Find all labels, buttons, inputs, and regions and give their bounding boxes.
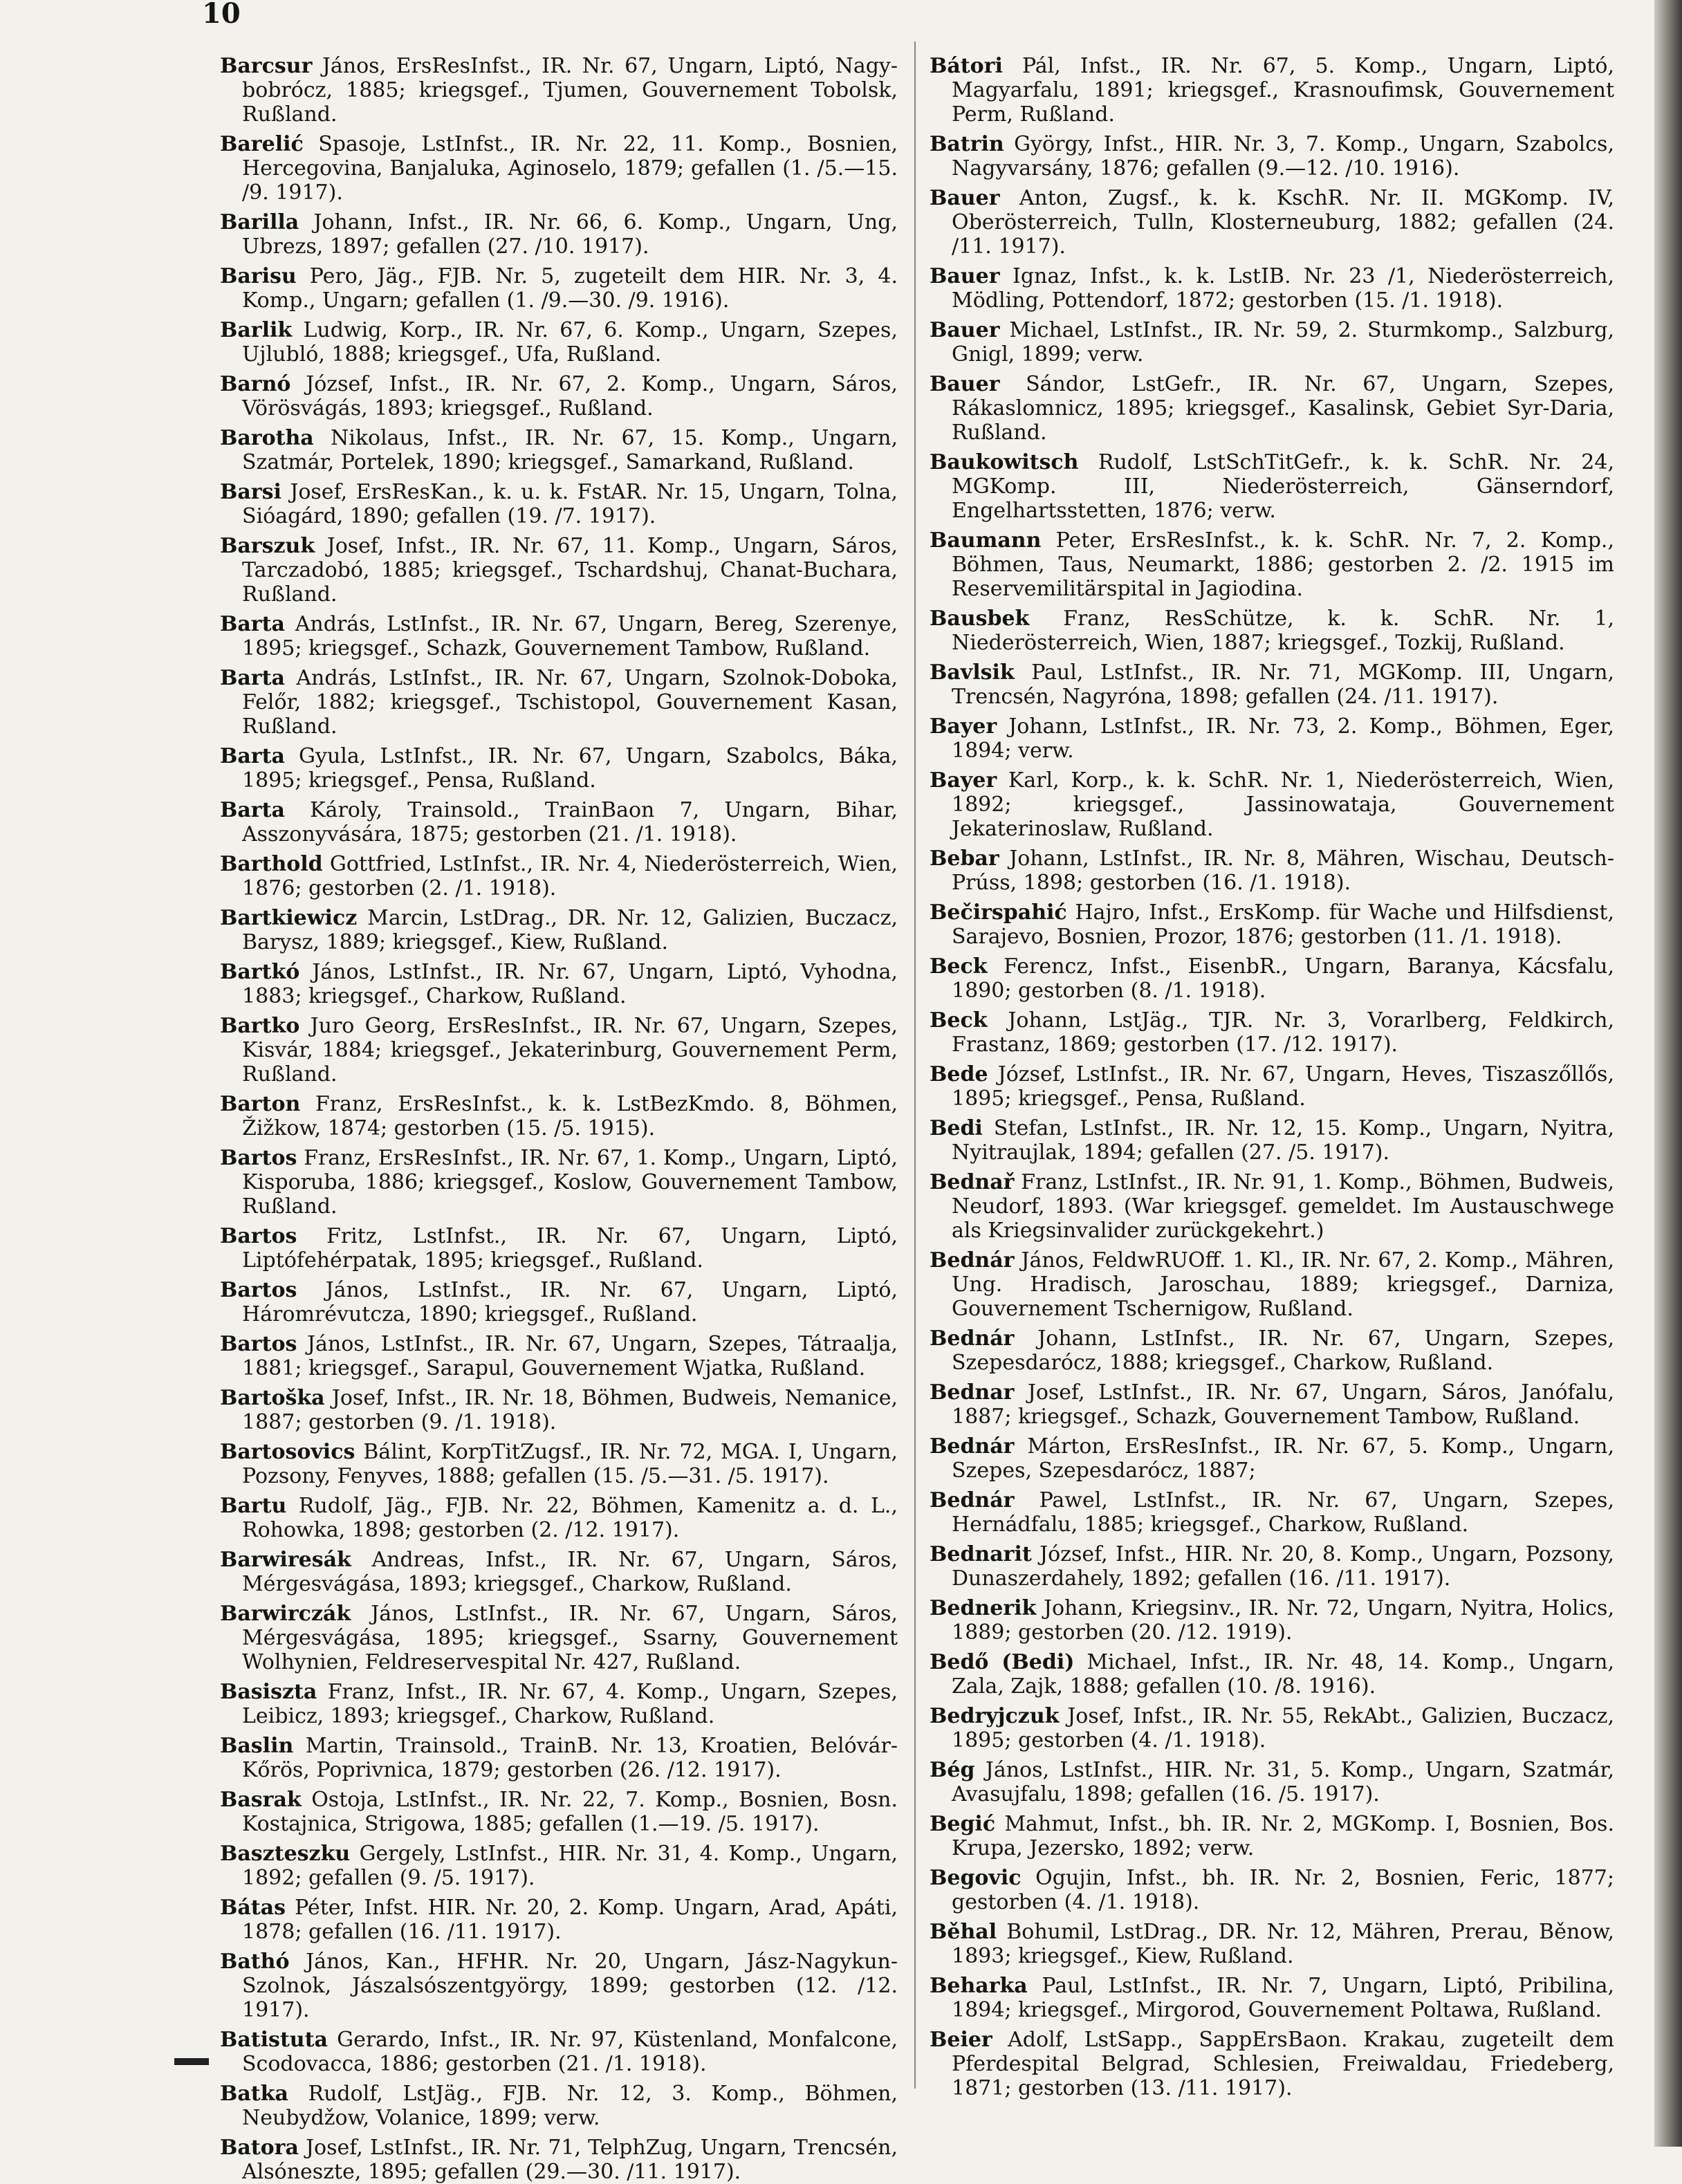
entry-details: Paul, LstInfst., IR. Nr. 7, Ungarn, Liptó, Pribilina, 1894; kriegsgef., Mirgorod, Gouvernement Poltawa, Rußland. [952, 1974, 1614, 2022]
casualty-entry [220, 1494, 898, 1542]
entry-details: Rudolf, LstJäg., FJB. Nr. 12, 3. Komp., Böhmen, Neubydžow, Volanice, 1899; verw. [242, 2082, 898, 2130]
entry-surname: Begić [930, 1812, 996, 1836]
casualty-entry [930, 132, 1614, 181]
entry-details: János, LstInfst., IR. Nr. 67, Ungarn, Liptó, Háromrévutcza, 1890; kriegsgef., Rußland. [242, 1278, 898, 1326]
entry-details: Pál, Infst., IR. Nr. 67, 5. Komp., Ungarn, Liptó, Magyarfalu, 1891; kriegsgef., Krasnoufimsk, Gouvernement Perm, Rußland. [952, 54, 1614, 127]
entry-surname: Bednár [930, 1248, 1015, 1273]
entry-details: Franz, Infst., IR. Nr. 67, 4. Komp., Ungarn, Szepes, Leibicz, 1893; kriegsgef., Charkow, Rußland. [242, 1680, 898, 1728]
entry-details: Johann, Infst., IR. Nr. 66, 6. Komp., Ungarn, Ung, Ubrezs, 1897; gefallen (27. /10. 1917). [242, 210, 898, 259]
casualty-entry [220, 1224, 898, 1273]
casualty-entry [220, 372, 898, 420]
entry-details: János, LstInfst., IR. Nr. 67, Ungarn, Szepes, Tátraalja, 1881; kriegsgef., Sarapul, Gouvernement Wjatka, Rußland. [242, 1332, 898, 1380]
casualty-entry [220, 210, 898, 259]
entry-details: Johann, LstJäg., TJR. Nr. 3, Vorarlberg, Feldkirch, Frastanz, 1869; gestorben (17. /12. 1917). [952, 1008, 1614, 1057]
casualty-entry [930, 1758, 1614, 1806]
casualty-entry [930, 186, 1614, 259]
entry-details: Josef, LstInfst., IR. Nr. 67, Ungarn, Sáros, Janófalu, 1887; kriegsgef., Schazk, Gouvernement Tambow, Rußland. [952, 1380, 1614, 1429]
casualty-entry [220, 666, 898, 739]
entry-surname: Bednár [930, 1488, 1015, 1512]
entry-surname: Bednař [930, 1170, 1015, 1194]
entry-surname: Barcsur [220, 54, 313, 78]
casualty-entry [220, 1734, 898, 1782]
casualty-entry [930, 318, 1614, 367]
casualty-entry [220, 2136, 898, 2184]
casualty-entry [220, 2028, 898, 2076]
entry-surname: Begovic [930, 1866, 1022, 1890]
casualty-entry [220, 1440, 898, 1488]
casualty-entry [220, 1014, 898, 1086]
right-column [930, 54, 1615, 2100]
casualty-entry [220, 852, 898, 900]
entry-surname: Barta [220, 666, 285, 690]
casualty-entry [220, 906, 898, 954]
entry-surname: Beck [930, 1008, 988, 1033]
entry-details: András, LstInfst., IR. Nr. 67, Ungarn, Szolnok-Doboka, Felőr, 1882; kriegsgef., Tschistopol, Gouvernement Kasan, Rußland. [242, 666, 898, 739]
entry-surname: Bedi [930, 1116, 983, 1140]
entry-details: Spasoje, LstInfst., IR. Nr. 22, 11. Komp., Bosnien, Hercegovina, Banjaluka, Aginoselo, 1879; gefallen (1. /5.—15. /9. 1917). [242, 132, 898, 205]
entry-details: Márton, ErsResInfst., IR. Nr. 67, 5. Komp., Ungarn, Szepes, Szepesdarócz, 1887; [952, 1434, 1614, 1483]
entry-surname: Batora [220, 2136, 299, 2160]
entry-surname: Běhal [930, 1920, 997, 1944]
casualty-entry [930, 1596, 1614, 1645]
entry-surname: Baslin [220, 1734, 294, 1758]
casualty-entry [220, 2082, 898, 2130]
entry-surname: Barnó [220, 372, 291, 396]
entry-surname: Batrin [930, 132, 1004, 156]
entry-details: Fritz, LstInfst., IR. Nr. 67, Ungarn, Liptó, Liptófehérpatak, 1895; kriegsgef., Rußland. [242, 1224, 898, 1273]
column-divider [914, 41, 916, 2089]
casualty-entry [220, 1950, 898, 2022]
entry-details: Michael, LstInfst., IR. Nr. 59, 2. Sturmkomp., Salzburg, Gnigl, 1899; verw. [952, 318, 1614, 367]
casualty-entry [220, 534, 898, 607]
entry-details: József, LstInfst., IR. Nr. 67, Ungarn, Heves, Tiszaszőllős, 1895; kriegsgef., Pensa, Rußland. [952, 1062, 1614, 1111]
entry-surname: Bauer [930, 264, 1000, 288]
casualty-entry [220, 1278, 898, 1326]
casualty-entry [930, 1866, 1614, 1914]
entry-surname: Bég [930, 1758, 975, 1782]
casualty-entry [220, 264, 898, 313]
entry-surname: Bedő (Bedi) [930, 1650, 1075, 1674]
casualty-entry [930, 1920, 1614, 1968]
casualty-entry [930, 2028, 1614, 2100]
casualty-entry [220, 744, 898, 793]
entry-details: Andreas, Infst., IR. Nr. 67, Ungarn, Sáros, Mérgesvágása, 1893; kriegsgef., Charkow, Rußland. [242, 1548, 898, 1596]
ink-mark [174, 2058, 209, 2065]
entry-details: Pawel, LstInfst., IR. Nr. 67, Ungarn, Szepes, Hernádfalu, 1885; kriegsgef., Charkow, Rußland. [952, 1488, 1614, 1537]
casualty-entry [930, 1248, 1614, 1321]
entry-surname: Bartko [220, 1014, 300, 1038]
entry-surname: Bátas [220, 1896, 286, 1920]
entry-surname: Barisu [220, 264, 297, 288]
casualty-entry [930, 1326, 1614, 1375]
casualty-entry [930, 954, 1614, 1003]
entry-details: Bohumil, LstDrag., DR. Nr. 12, Mähren, Prerau, Běnow, 1893; kriegsgef., Kiew, Rußland. [952, 1920, 1614, 1968]
entry-details: Mahmut, Infst., bh. IR. Nr. 2, MGKomp. I, Bosnien, Bos. Krupa, Jezersko, 1892; verw. [952, 1812, 1614, 1860]
casualty-entry [220, 1602, 898, 1674]
entry-details: Paul, LstInfst., IR. Nr. 71, MGKomp. III, Ungarn, Trencsén, Nagyróna, 1898; gefallen (24. /11. 1917). [952, 660, 1614, 709]
entry-details: Martin, Trainsold., TrainB. Nr. 13, Kroatien, Belóvár-Kőrös, Poprivnica, 1879; gestorben (26. /12. 1917). [242, 1734, 898, 1782]
entry-surname: Barsi [220, 480, 281, 504]
casualty-entry [930, 54, 1614, 127]
entry-surname: Baukowitsch [930, 450, 1079, 474]
entry-details: József, Infst., IR. Nr. 67, 2. Komp., Ungarn, Sáros, Vörösvágás, 1893; kriegsgef., Rußland. [242, 372, 898, 420]
casualty-entry [220, 318, 898, 367]
entry-surname: Barta [220, 612, 285, 636]
casualty-entry [930, 900, 1614, 949]
casualty-entry [930, 1812, 1614, 1860]
entry-details: Rudolf, Jäg., FJB. Nr. 22, Böhmen, Kamenitz a. d. L., Rohowka, 1898; gestorben (2. /12. 1917). [242, 1494, 898, 1542]
entry-details: Hajro, Infst., ErsKomp. für Wache und Hilfsdienst, Sarajevo, Bosnien, Prozor, 1876; gestorben (11. /1. 1918). [952, 900, 1615, 949]
entry-details: Adolf, LstSapp., SappErsBaon. Krakau, zugeteilt dem Pferdespital Belgrad, Schlesien, Freiwaldau, Friedeberg, 1871; gestorben (13. /11. 1917). [952, 2028, 1614, 2100]
casualty-entry [220, 480, 898, 528]
entry-surname: Barilla [220, 210, 299, 234]
entry-details: Ogujin, Infst., bh. IR. Nr. 2, Bosnien, Feric, 1877; gestorben (4. /1. 1918). [952, 1866, 1614, 1914]
casualty-entry [930, 264, 1614, 313]
casualty-entry [930, 1974, 1614, 2022]
entry-surname: Bednár [930, 1434, 1015, 1459]
casualty-entry [930, 846, 1614, 895]
casualty-entry [930, 1380, 1614, 1429]
entry-surname: Bartosovics [220, 1440, 355, 1464]
entry-details: Johann, LstInfst., IR. Nr. 8, Mähren, Wischau, Deutsch-Prúss, 1898; gestorben (16. /1. 1918). [952, 846, 1614, 895]
entry-surname: Beier [930, 2028, 992, 2052]
entry-surname: Beck [930, 954, 988, 979]
entry-surname: Bartkiewicz [220, 906, 358, 930]
entry-details: János, ErsResInfst., IR. Nr. 67, Ungarn, Liptó, Nagy-bobrócz, 1885; kriegsgef., Tjumen, Gouvernement Tobolsk, Rußland. [242, 54, 898, 127]
entry-surname: Beharka [930, 1974, 1028, 1998]
entry-surname: Bauer [930, 186, 1000, 210]
casualty-entry [930, 1488, 1614, 1537]
entry-details: Juro Georg, ErsResInfst., IR. Nr. 67, Ungarn, Szepes, Kisvár, 1884; kriegsgef., Jekaterinburg, Gouvernement Perm, Rußland. [242, 1014, 898, 1086]
casualty-entry [220, 1896, 898, 1944]
entry-surname: Bartoška [220, 1386, 325, 1410]
entry-surname: Bayer [930, 768, 997, 793]
casualty-entry [220, 1386, 898, 1434]
casualty-entry [930, 372, 1614, 445]
entry-surname: Barotha [220, 426, 314, 450]
entry-surname: Bavlsik [930, 660, 1015, 685]
casualty-entry [930, 1008, 1614, 1057]
entry-details: Karl, Korp., k. k. SchR. Nr. 1, Niederösterreich, Wien, 1892; kriegsgef., Jassinowataja, Gouvernement Jekaterinoslaw, Rußland. [952, 768, 1614, 841]
entry-surname: Bartkó [220, 960, 300, 984]
casualty-entry [220, 960, 898, 1008]
entry-details: Josef, LstInfst., IR. Nr. 71, TelphZug, Ungarn, Trencsén, Alsóneszte, 1895; gefallen (29.—30. /11. 1917). [242, 2136, 898, 2184]
entry-surname: Batistuta [220, 2028, 328, 2052]
entry-surname: Barlik [220, 318, 293, 342]
entry-surname: Bathó [220, 1950, 290, 1974]
casualty-entry [930, 528, 1614, 601]
page-number: 10 [202, 0, 241, 30]
entry-details: János, LstInfst., IR. Nr. 67, Ungarn, Sáros, Mérgesvágása, 1895; kriegsgef., Ssarny, Gouvernement Wolhynien, Feldreservespital Nr. 427, Rußland. [242, 1602, 898, 1674]
casualty-entry [930, 1434, 1614, 1483]
casualty-entry [220, 1092, 898, 1140]
casualty-entry [930, 1116, 1614, 1165]
casualty-entry [220, 1680, 898, 1728]
casualty-entry [220, 1332, 898, 1380]
entry-details: Johann, LstInfst., IR. Nr. 67, Ungarn, Szepes, Szepesdarócz, 1888; kriegsgef., Charkow, Rußland. [952, 1326, 1614, 1375]
casualty-entry [930, 1542, 1614, 1591]
casualty-entry [930, 607, 1614, 655]
entry-surname: Bartos [220, 1146, 297, 1170]
entry-surname: Bečirspahić [930, 900, 1067, 925]
entry-details: Ferencz, Infst., EisenbR., Ungarn, Baranya, Kácsfalu, 1890; gestorben (8. /1. 1918). [952, 954, 1614, 1003]
casualty-entry [930, 660, 1614, 709]
entry-surname: Barwirczák [220, 1602, 351, 1626]
entry-details: János, LstInfst., IR. Nr. 67, Ungarn, Liptó, Vyhodna, 1883; kriegsgef., Charkow, Rußland. [242, 960, 898, 1008]
casualty-entry [930, 1704, 1614, 1752]
entry-details: Josef, ErsResKan., k. u. k. FstAR. Nr. 15, Ungarn, Tolna, Sióagárd, 1890; gefallen (19. /7. 1917). [242, 480, 898, 528]
entry-details: Johann, Kriegsinv., IR. Nr. 72, Ungarn, Nyitra, Holics, 1889; gestorben (20. /12. 1919). [952, 1596, 1614, 1645]
entry-surname: Bednerik [930, 1596, 1037, 1620]
entry-surname: Bausbek [930, 607, 1030, 631]
casualty-entry [930, 450, 1614, 523]
entry-surname: Bartos [220, 1332, 297, 1356]
entry-surname: Barton [220, 1092, 301, 1116]
entry-details: János, LstInfst., HIR. Nr. 31, 5. Komp., Ungarn, Szatmár, Avasujfalu, 1898; gefallen (16. /5. 1917). [952, 1758, 1614, 1806]
entry-details: Ostoja, LstInfst., IR. Nr. 22, 7. Komp., Bosnien, Bosn. Kostajnica, Strigowa, 1885; gefallen (1.—19. /5. 1917). [242, 1788, 898, 1836]
entry-surname: Barwiresák [220, 1548, 351, 1572]
casualty-entry [930, 714, 1614, 763]
entry-details: Josef, Infst., IR. Nr. 55, RekAbt., Galizien, Buczacz, 1895; gestorben (4. /1. 1918). [952, 1704, 1614, 1752]
entry-details: Peter, ErsResInfst., k. k. SchR. Nr. 7, 2. Komp., Böhmen, Taus, Neumarkt, 1886; gestorben 2. /2. 1915 im Reservemilitärspital in Jagiodina. [952, 528, 1615, 601]
entry-surname: Barta [220, 744, 285, 768]
entry-details: Franz, ErsResInfst., k. k. LstBezKmdo. 8, Böhmen, Žižkow, 1874; gestorben (15. /5. 1915). [242, 1092, 898, 1140]
entry-surname: Baszteszku [220, 1842, 351, 1866]
entry-details: Marcin, LstDrag., DR. Nr. 12, Galizien, Buczacz, Barysz, 1889; kriegsgef., Kiew, Rußland. [242, 906, 898, 954]
entry-surname: Bartu [220, 1494, 287, 1518]
entry-details: József, Infst., HIR. Nr. 20, 8. Komp., Ungarn, Pozsony, Dunaszerdahely, 1892; gefallen (16. /11. 1917). [952, 1542, 1614, 1591]
entry-surname: Barelić [220, 132, 304, 156]
entry-details: Franz, ResSchütze, k. k. SchR. Nr. 1, Niederösterreich, Wien, 1887; kriegsgef., Tozkij, Rußland. [952, 607, 1614, 655]
entry-surname: Bartos [220, 1224, 297, 1248]
entry-surname: Bartos [220, 1278, 297, 1302]
casualty-entry [220, 798, 898, 846]
casualty-entry [930, 1170, 1614, 1243]
entry-surname: Barthold [220, 852, 323, 876]
entry-details: Gottfried, LstInfst., IR. Nr. 4, Niederösterreich, Wien, 1876; gestorben (2. /1. 1918). [242, 852, 898, 900]
casualty-entry [930, 768, 1614, 841]
entry-details: Anton, Zugsf., k. k. KschR. Nr. II. MGKomp. IV, Oberösterreich, Tulln, Klosterneuburg, 1882; gefallen (24. /11. 1917). [952, 186, 1614, 259]
entry-surname: Baumann [930, 528, 1042, 553]
entry-details: Franz, ErsResInfst., IR. Nr. 67, 1. Komp., Ungarn, Liptó, Kisporuba, 1886; kriegsgef., Koslow, Gouvernement Tambow, Rußland. [242, 1146, 898, 1219]
casualty-entry [220, 612, 898, 660]
entry-details: Károly, Trainsold., TrainBaon 7, Ungarn, Bihar, Asszonyvására, 1875; gestorben (21. /1. 1918). [242, 798, 898, 846]
entry-details: Nikolaus, Infst., IR. Nr. 67, 15. Komp., Ungarn, Szatmár, Portelek, 1890; kriegsgef., Samarkand, Rußland. [242, 426, 898, 474]
entry-details: Gyula, LstInfst., IR. Nr. 67, Ungarn, Szabolcs, Báka, 1895; kriegsgef., Pensa, Rußland. [242, 744, 898, 793]
entry-surname: Bednár [930, 1326, 1015, 1351]
entry-details: Ludwig, Korp., IR. Nr. 67, 6. Komp., Ungarn, Szepes, Ujlubló, 1888; kriegsgef., Ufa, Rußland. [242, 318, 898, 367]
entry-details: Pero, Jäg., FJB. Nr. 5, zugeteilt dem HIR. Nr. 3, 4. Komp., Ungarn; gefallen (1. /9.—30. /9. 1916). [242, 264, 898, 313]
casualty-entry [220, 132, 898, 205]
entry-details: Péter, Infst. HIR. Nr. 20, 2. Komp. Ungarn, Arad, Apáti, 1878; gefallen (16. /11. 1917). [242, 1896, 898, 1944]
entry-surname: Bede [930, 1062, 988, 1086]
entry-details: Stefan, LstInfst., IR. Nr. 12, 15. Komp., Ungarn, Nyitra, Nyitraujlak, 1894; gefallen (27. /5. 1917). [952, 1116, 1614, 1165]
entry-details: Gerardo, Infst., IR. Nr. 97, Küstenland, Monfalcone, Scodovacca, 1886; gestorben (21. /1. 1918). [242, 2028, 898, 2076]
entry-surname: Bebar [930, 846, 999, 871]
entry-details: Gergely, LstInfst., HIR. Nr. 31, 4. Komp., Ungarn, 1892; gefallen (9. /5. 1917). [242, 1842, 898, 1890]
entry-details: Sándor, LstGefr., IR. Nr. 67, Ungarn, Szepes, Rákaslomnicz, 1895; kriegsgef., Kasalinsk, Gebiet Syr-Daria, Rußland. [952, 372, 1615, 445]
entry-surname: Bednar [930, 1380, 1015, 1405]
entry-details: Rudolf, LstSchTitGefr., k. k. SchR. Nr. 24, MGKomp. III, Niederösterreich, Gänserndorf, Engelhartsstetten, 1876; verw. [952, 450, 1614, 523]
casualty-entry [930, 1062, 1614, 1111]
casualty-entry [220, 1788, 898, 1836]
casualty-entry [220, 1146, 898, 1219]
left-column [220, 54, 898, 2184]
entry-details: Michael, Infst., IR. Nr. 48, 14. Komp., Ungarn, Zala, Zajk, 1888; gefallen (10. /8. 1916). [952, 1650, 1614, 1699]
entry-surname: Basiszta [220, 1680, 317, 1704]
entry-surname: Bátori [930, 54, 1003, 78]
entry-surname: Batka [220, 2082, 288, 2106]
entry-details: Josef, Infst., IR. Nr. 18, Böhmen, Budweis, Nemanice, 1887; gestorben (9. /1. 1918). [242, 1386, 898, 1434]
casualty-entry [220, 426, 898, 474]
casualty-entry [930, 1650, 1614, 1699]
entry-details: János, FeldwRUOff. 1. Kl., IR. Nr. 67, 2. Komp., Mähren, Ung. Hradisch, Jaroschau, 1889; kriegsgef., Darniza, Gouvernement Tschernigow, Rußland. [952, 1248, 1614, 1321]
entry-surname: Barta [220, 798, 285, 822]
entry-surname: Bedryjczuk [930, 1704, 1060, 1728]
entry-details: Franz, LstInfst., IR. Nr. 91, 1. Komp., Böhmen, Budweis, Neudorf, 1893. (War kriegsgef. gemeldet. Im Austauschwege als Kriegsinvalider zurückgekehrt.) [952, 1170, 1614, 1243]
casualty-entry [220, 1842, 898, 1890]
entry-surname: Barszuk [220, 534, 315, 558]
entry-details: Josef, Infst., IR. Nr. 67, 11. Komp., Ungarn, Sáros, Tarczadobó, 1885; kriegsgef., Tschardshuj, Chanat-Buchara, Rußland. [242, 534, 898, 607]
entry-details: János, Kan., HFHR. Nr. 20, Ungarn, Jász-Nagykun-Szolnok, Jászalsószentgyörgy, 1899; gestorben (12. /12. 1917). [242, 1950, 898, 2022]
entry-details: György, Infst., HIR. Nr. 3, 7. Komp., Ungarn, Szabolcs, Nagyvarsány, 1876; gefallen (9.—12. /10. 1916). [952, 132, 1614, 181]
entry-details: Ignaz, Infst., k. k. LstIB. Nr. 23 /1, Niederösterreich, Mödling, Pottendorf, 1872; gestorben (15. /1. 1918). [952, 264, 1614, 313]
entry-surname: Basrak [220, 1788, 302, 1812]
entry-surname: Bauer [930, 372, 1000, 396]
page-edge-shadow [1654, 0, 1682, 2147]
entry-surname: Bayer [930, 714, 997, 739]
entry-surname: Bednarit [930, 1542, 1032, 1566]
entry-surname: Bauer [930, 318, 1000, 342]
casualty-entry [220, 54, 898, 127]
entry-details: Johann, LstInfst., IR. Nr. 73, 2. Komp., Böhmen, Eger, 1894; verw. [952, 714, 1614, 763]
casualty-entry [220, 1548, 898, 1596]
entry-details: András, LstInfst., IR. Nr. 67, Ungarn, Bereg, Szerenye, 1895; kriegsgef., Schazk, Gouvernement Tambow, Rußland. [242, 612, 898, 660]
entry-details: Bálint, KorpTitZugsf., IR. Nr. 72, MGA. I, Ungarn, Pozsony, Fenyves, 1888; gefallen (15. /5.—31. /5. 1917). [242, 1440, 898, 1488]
